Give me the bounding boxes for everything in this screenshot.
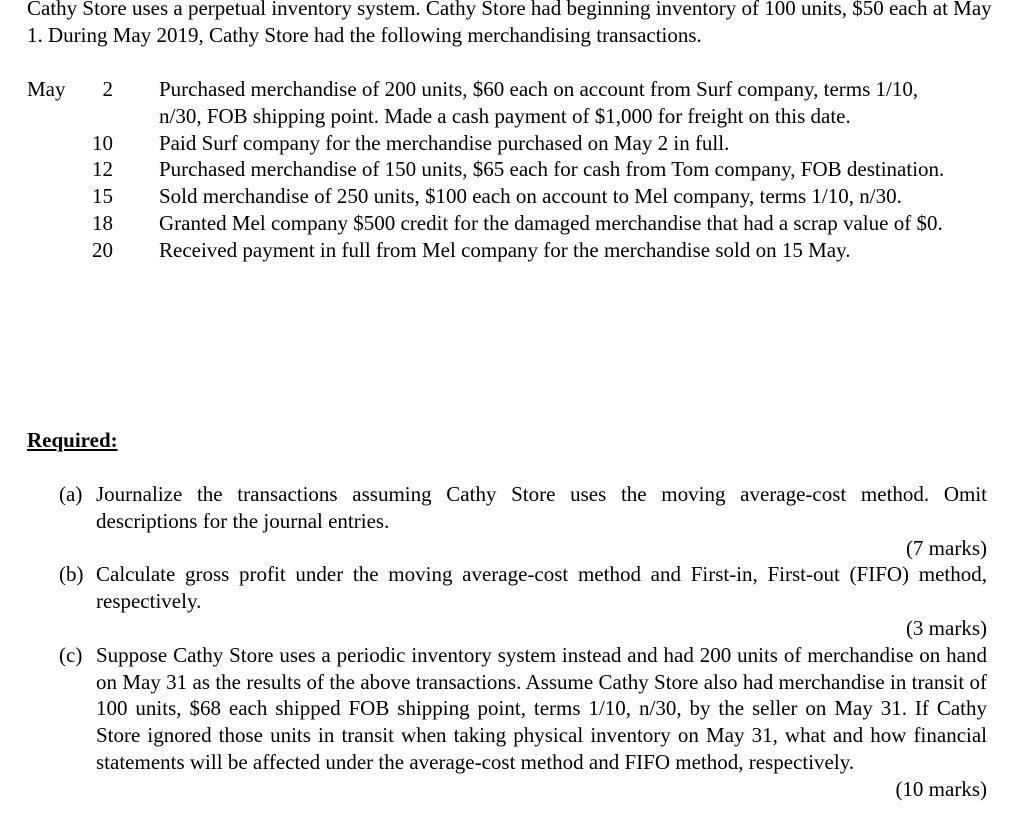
- transaction-row: [27, 183, 987, 210]
- transaction-day: 20: [92, 237, 113, 262]
- transaction-row: [27, 76, 987, 130]
- transaction-month: [27, 183, 77, 210]
- transaction-day: 12: [92, 157, 113, 182]
- question-item: [59, 642, 987, 776]
- question-text: Journalize the transactions assuming Cathy Store uses the moving average-cost method. Omit descriptions for the journal entries.: [96, 482, 987, 533]
- question-label: (c): [59, 642, 83, 667]
- transaction-row: [27, 130, 987, 157]
- transaction-day: 10: [92, 130, 113, 155]
- required-heading: Required:: [27, 428, 118, 452]
- transaction-month: May: [27, 77, 66, 101]
- transaction-text: Purchased merchandise of 150 units, $65 each for cash from Tom company, FOB destination.: [159, 157, 945, 182]
- transaction-day: 2: [102, 77, 113, 101]
- question-text: Suppose Cathy Store uses a periodic inventory system instead and had 200 units of merchandise on hand on May 31 as the results of the above transactions. Assume Cathy Store also had merchandise in transit of 100 units, $68 each shipped FOB shipping point, terms 1/10, n/30, by the seller on May 31. If Cathy Store ignored those units in transit when taking physical inventory on May 31, what and how financial statements will be affected under the average-cost method and FIFO method, respectively.: [96, 642, 987, 774]
- question-marks: (10 marks): [895, 776, 987, 801]
- question-item: [59, 481, 987, 535]
- transaction-text: Received payment in full from Mel company for the merchandise sold on 15 May.: [159, 237, 851, 262]
- transaction-list: [27, 76, 987, 264]
- question-marks: (7 marks): [905, 535, 987, 560]
- transaction-day: 15: [92, 184, 113, 209]
- transaction-text: Sold merchandise of 250 units, $100 each on account to Mel company, terms 1/10, n/30.: [159, 184, 902, 209]
- transaction-month: [27, 130, 77, 157]
- question-text: Calculate gross profit under the moving average-cost method and First-in, First-out (FIFO) method, respectively.: [96, 562, 987, 614]
- question-label: (b): [59, 562, 84, 587]
- transaction-text: Purchased merchandise of 200 units, $60 each on account from Surf company, terms 1/10, n/30, FOB shipping point. Made a cash payment of $1,000 for freight on this date.: [159, 77, 919, 128]
- transaction-month: [27, 210, 77, 237]
- question-item: [59, 561, 987, 615]
- question-list: [59, 481, 987, 803]
- transaction-row: [27, 237, 987, 264]
- transaction-text: Granted Mel company $500 credit for the damaged merchandise that had a scrap value of $0.: [159, 210, 943, 235]
- transaction-month: [27, 237, 77, 264]
- question-label: (a): [59, 482, 83, 506]
- transaction-text: Paid Surf company for the merchandise purchased on May 2 in full.: [159, 130, 730, 155]
- transaction-day: 18: [92, 210, 113, 235]
- question-marks: (3 marks): [905, 615, 987, 640]
- transaction-row: [27, 210, 987, 237]
- transaction-month: [27, 156, 77, 183]
- intro-paragraph: Cathy Store uses a perpetual inventory system. Cathy Store had beginning inventory of 100 units, $50 each at May 1. During May 2019, Cathy Store had the following merchandising transactions.: [27, 0, 992, 47]
- transaction-row: [27, 156, 987, 183]
